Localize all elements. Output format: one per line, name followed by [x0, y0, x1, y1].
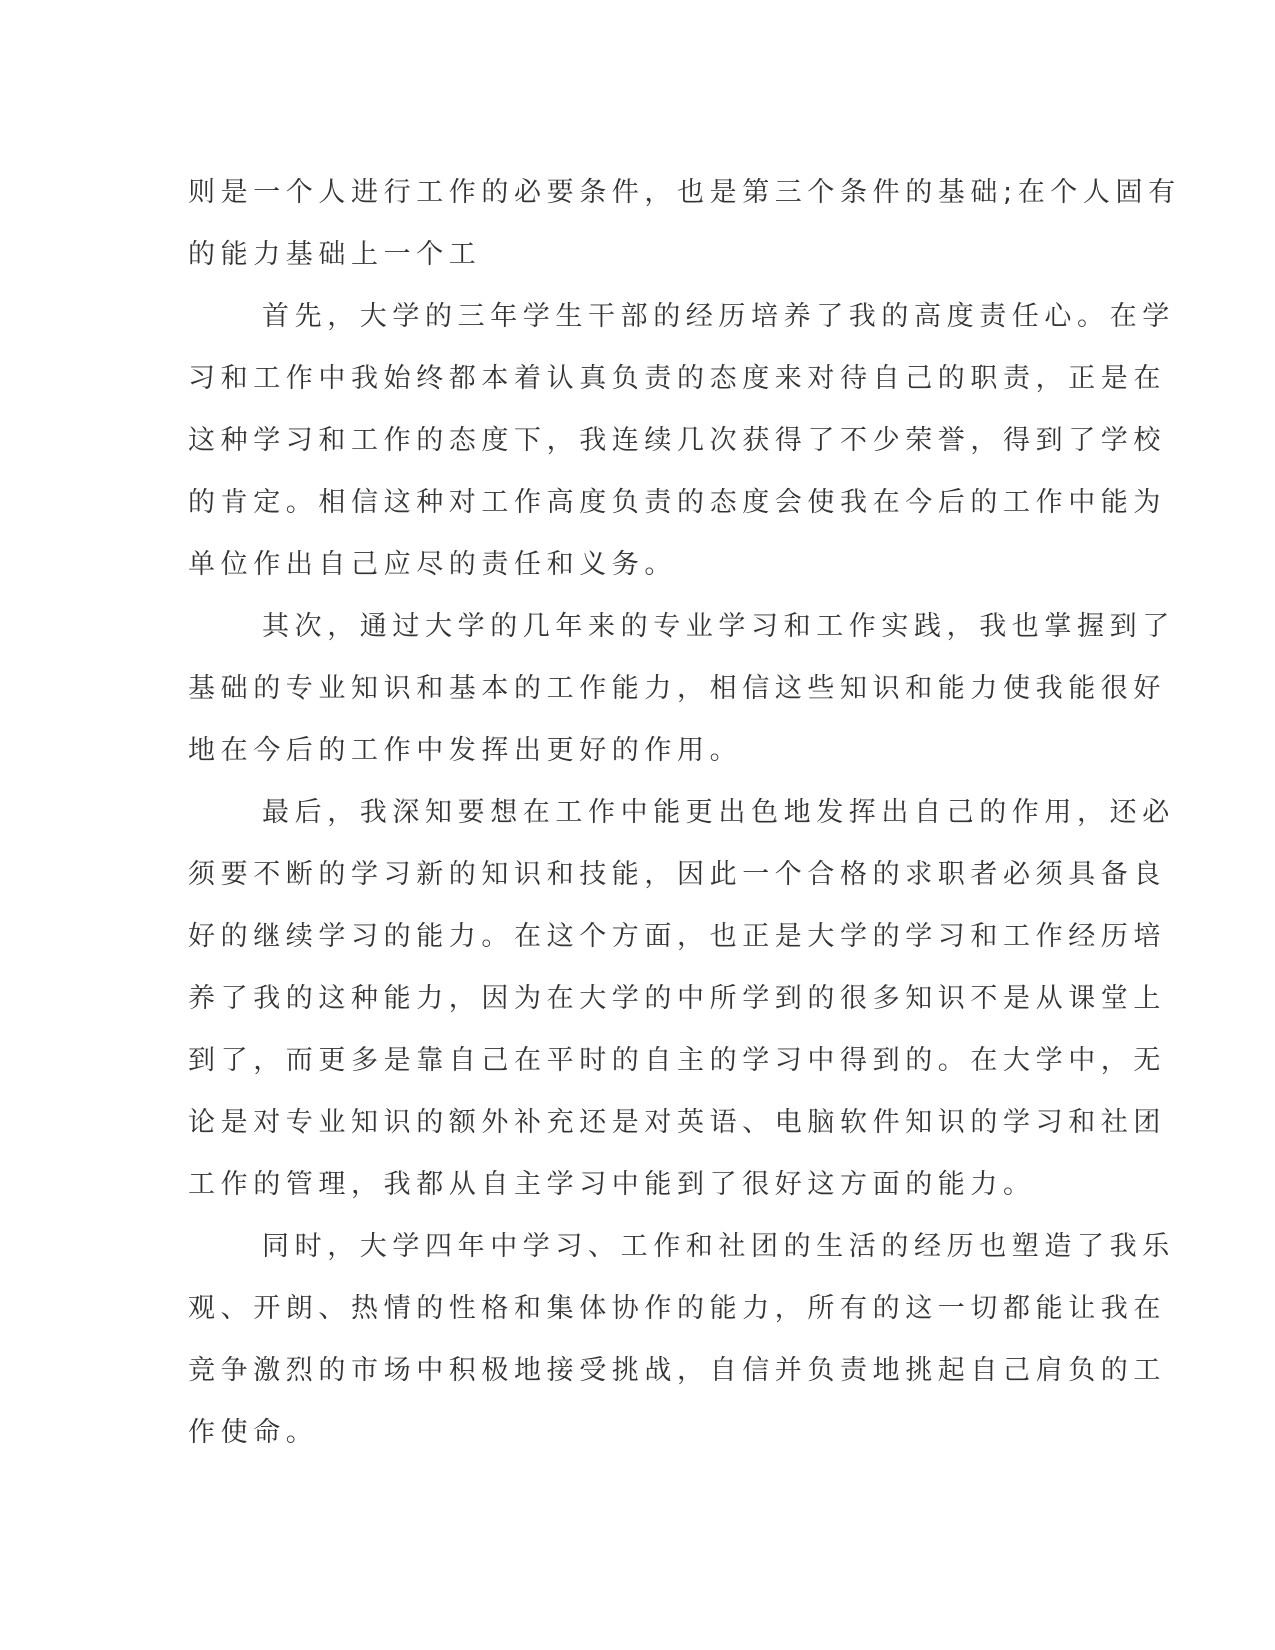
paragraph [188, 782, 1175, 1216]
text-line: 的能力基础上一个工 [188, 239, 482, 270]
text-line: 首先，大学的三年学生干部的经历培养了我的高度责任心。在学 [262, 301, 1175, 332]
text-line: 习和工作中我始终都本着认真负责的态度来对待自己的职责，正是在 [188, 363, 1166, 394]
text-line: 作使命。 [188, 1417, 319, 1448]
text-line: 基础的专业知识和基本的工作能力，相信这些知识和能力使我能很好 [188, 673, 1166, 704]
text-line: 最后，我深知要想在工作中能更出色地发挥出自己的作用，还必 [262, 797, 1175, 828]
paragraph [188, 162, 1181, 286]
text-line: 这种学习和工作的态度下，我连续几次获得了不少荣誉，得到了学校 [188, 425, 1166, 456]
text-line: 工作的管理，我都从自主学习中能到了很好这方面的能力。 [188, 1169, 1036, 1200]
text-line: 同时，大学四年中学习、工作和社团的生活的经历也塑造了我乐 [262, 1231, 1175, 1262]
paragraph [188, 596, 1175, 782]
text-line: 好的继续学习的能力。在这个方面，也正是大学的学习和工作经历培 [188, 921, 1166, 952]
text-line: 须要不断的学习新的知识和技能，因此一个合格的求职者必须具备良 [188, 859, 1166, 890]
text-line: 竞争激烈的市场中积极地接受挑战，自信并负责地挑起自己肩负的工 [188, 1355, 1166, 1386]
text-line: 其次，通过大学的几年来的专业学习和工作实践，我也掌握到了 [262, 611, 1175, 642]
text-line: 到了，而更多是靠自己在平时的自主的学习中得到的。在大学中，无 [188, 1045, 1166, 1076]
text-line: 论是对专业知识的额外补充还是对英语、电脑软件知识的学习和社团 [188, 1107, 1166, 1138]
text-line: 单位作出自己应尽的责任和义务。 [188, 549, 677, 580]
paragraph [188, 1216, 1175, 1464]
text-line: 的肯定。相信这种对工作高度负责的态度会使我在今后的工作中能为 [188, 487, 1166, 518]
paragraph [188, 286, 1175, 596]
text-line: 地在今后的工作中发挥出更好的作用。 [188, 735, 743, 766]
text-line: 观、开朗、热情的性格和集体协作的能力，所有的这一切都能让我在 [188, 1293, 1166, 1324]
document-body [188, 162, 1181, 1464]
text-line: 则是一个人进行工作的必要条件，也是第三个条件的基础;在个人固有 [188, 177, 1181, 208]
text-line: 养了我的这种能力，因为在大学的中所学到的很多知识不是从课堂上 [188, 983, 1166, 1014]
